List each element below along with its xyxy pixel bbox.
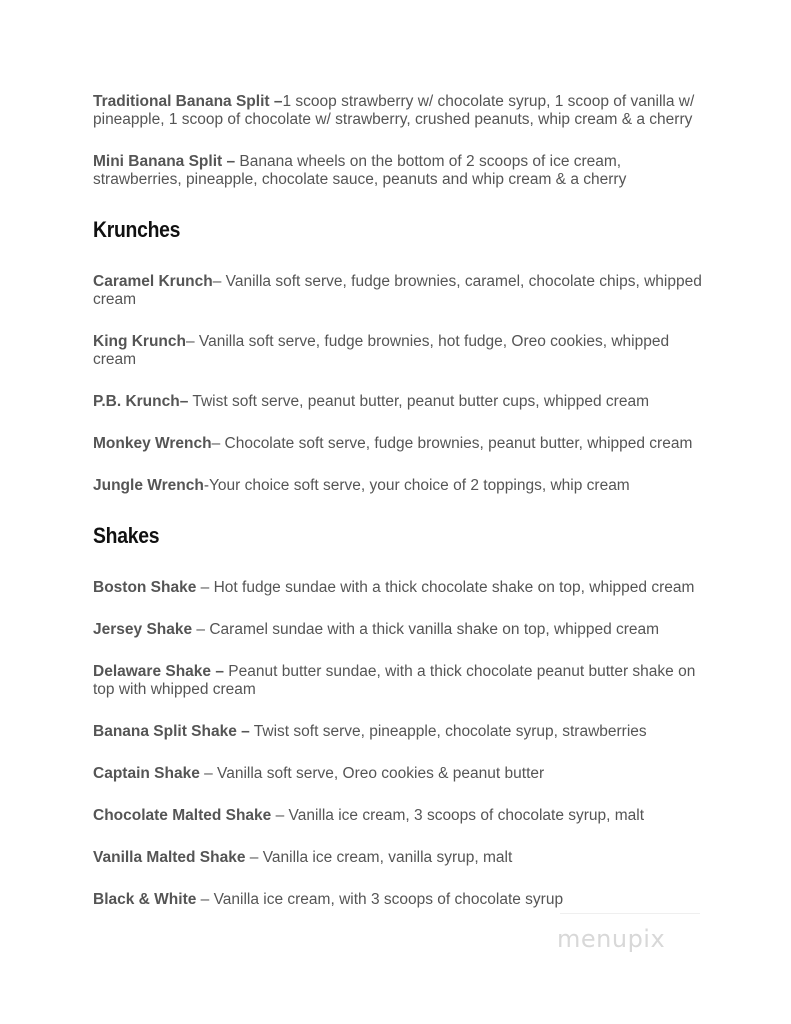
menu-item-black-and-white <box>93 891 703 909</box>
menu-item-monkey-wrench <box>93 435 703 453</box>
item-description: Twist soft serve, pineapple, chocolate syrup, strawberries <box>249 723 647 740</box>
menu-item-vanilla-malted-shake <box>93 849 703 867</box>
menu-item-jungle-wrench <box>93 477 703 495</box>
item-name: Traditional Banana Split – <box>93 93 283 110</box>
item-description: 1 scoop strawberry w/ chocolate syrup, 1 scoop of vanilla w/ pineapple, 1 scoop of chocolate w/ strawberry, crushed peanuts, whip cream & a cherry <box>93 93 695 128</box>
menu-item-king-krunch <box>93 333 703 369</box>
watermark-logo: menupix <box>557 925 666 953</box>
item-description: – Vanilla soft serve, Oreo cookies & peanut butter <box>199 765 545 782</box>
section-heading-krunches: Krunches <box>93 217 181 242</box>
item-description: – Vanilla soft serve, fudge brownies, caramel, chocolate chips, whipped cream <box>93 273 702 308</box>
section-heading-shakes: Shakes <box>93 523 160 548</box>
item-name: Mini Banana Split – <box>93 153 236 170</box>
menu-item-jersey-shake <box>93 621 703 639</box>
item-name: Black & White <box>93 891 197 908</box>
menu-item-boston-shake <box>93 579 703 597</box>
item-description: Peanut butter sundae, with a thick chocolate peanut butter shake on top with whipped cream <box>93 663 696 698</box>
menu-item-mini-banana-split <box>93 153 703 189</box>
item-name: Chocolate Malted Shake <box>93 807 272 824</box>
item-name: Banana Split Shake – <box>93 723 250 740</box>
menu-item-captain-shake <box>93 765 703 783</box>
menu-item-traditional-banana-split <box>93 93 703 129</box>
item-description: – Caramel sundae with a thick vanilla shake on top, whipped cream <box>192 621 660 638</box>
item-description: – Vanilla ice cream, with 3 scoops of chocolate syrup <box>196 891 564 908</box>
item-name: Jersey Shake <box>93 621 193 638</box>
item-description: – Chocolate soft serve, fudge brownies, peanut butter, whipped cream <box>211 435 693 452</box>
item-name: P.B. Krunch– <box>93 393 189 410</box>
item-name: Boston Shake <box>93 579 197 596</box>
menu-item-caramel-krunch <box>93 273 703 309</box>
item-description: Twist soft serve, peanut butter, peanut butter cups, whipped cream <box>188 393 649 410</box>
item-description: – Vanilla ice cream, 3 scoops of chocolate syrup, malt <box>271 807 645 824</box>
item-description: -Your choice soft serve, your choice of 2 toppings, whip cream <box>203 477 630 494</box>
menu-item-delaware-shake <box>93 663 703 699</box>
item-name: Vanilla Malted Shake <box>93 849 246 866</box>
item-name: King Krunch <box>93 333 186 350</box>
menu-item-pb-krunch <box>93 393 703 411</box>
item-description: Banana wheels on the bottom of 2 scoops of ice cream, strawberries, pineapple, chocolate sauce, peanuts and whip cream & a cherry <box>93 153 627 188</box>
menu-page <box>93 93 703 933</box>
item-name: Delaware Shake – <box>93 663 224 680</box>
item-name: Jungle Wrench <box>93 477 204 494</box>
item-name: Monkey Wrench <box>93 435 212 452</box>
item-description: – Hot fudge sundae with a thick chocolate shake on top, whipped cream <box>196 579 695 596</box>
watermark-divider <box>560 913 700 914</box>
menu-item-chocolate-malted-shake <box>93 807 703 825</box>
item-name: Captain Shake <box>93 765 200 782</box>
item-name: Caramel Krunch <box>93 273 213 290</box>
menu-item-banana-split-shake <box>93 723 703 741</box>
item-description: – Vanilla soft serve, fudge brownies, hot fudge, Oreo cookies, whipped cream <box>93 333 670 368</box>
item-description: – Vanilla ice cream, vanilla syrup, malt <box>245 849 513 866</box>
